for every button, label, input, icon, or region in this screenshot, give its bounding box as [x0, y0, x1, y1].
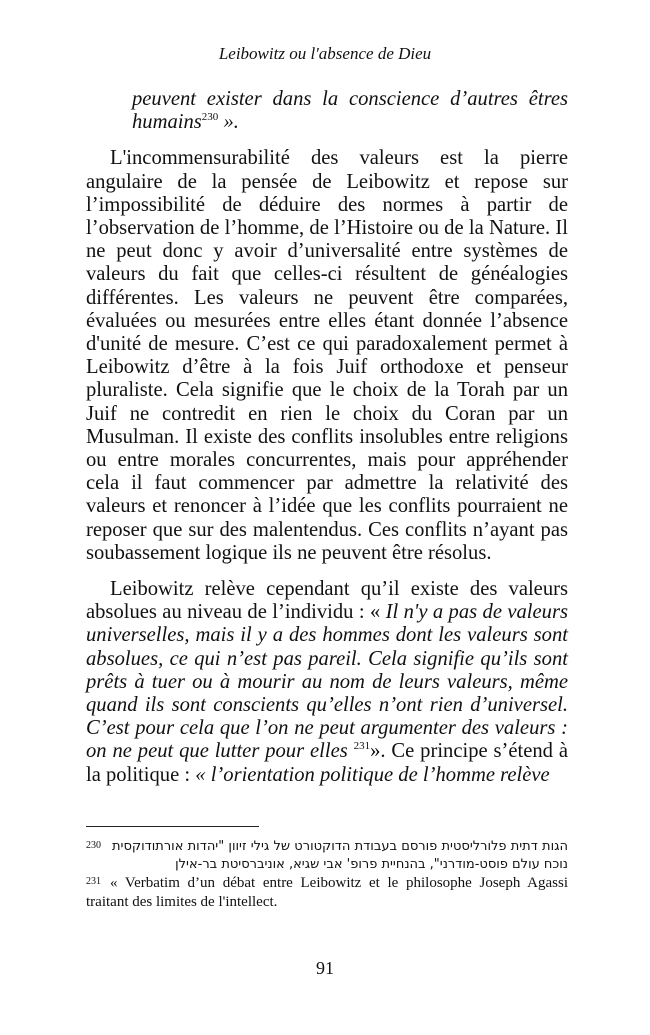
- footnote-number-231: 231: [86, 876, 101, 887]
- paragraph-2-quote-2: « l’orientation politique de l’homme relève: [195, 763, 550, 786]
- running-head: Leibowitz ou l'absence de Dieu: [218, 44, 432, 63]
- quote-continuation-close: ».: [218, 111, 239, 134]
- paragraph-2-after: ». Ce principe s’étend à la politique :: [86, 740, 568, 786]
- quote-continuation-text: peuvent exister dans la conscience d’autres êtres humains: [132, 88, 568, 134]
- footnote-text-230: הגות דתית פלורליסטית פורסם בעבודת הדוקטורט של גילי זיוון "יהדות אורתודוקסית נוכח עולם פוסט-מודרני", בהנחיית פרופ' אבי שגיא, אוניברסיטת בר-אילן: [112, 839, 568, 872]
- body-text: [86, 88, 568, 787]
- paragraph-1: L'incommensurabilité des valeurs est la pierre angulaire de la pensée de Leibowitz et repose sur l’impossibilité de déduire des normes à partir de l’observation de l’homme, de l’Histoire ou de la Nature. Il ne peut donc y avoir d’universalité entre systèmes de valeurs du fait que celles-ci résultent de généalogies différentes. Les valeurs ne peuvent être comparées, évaluées ou mesurées entre elles étant donnée l’absence d'unité de mesure. C’est ce qui paradoxalement permet à Leibowitz d’être à la fois Juif orthodoxe et penseur pluraliste. Cela signifie que le choix de la Torah par un Juif ne contredit en rien le choix du Coran par un Musulman. Il existe des conflits insolubles entre religions ou entre morales concurrentes, mais pour appréhender cela il faut commencer par admettre la relativité des valeurs et renoncer à l’idée que les conflits pourraient ne reposer que sur des malentendus. Ces conflits n’ayant pas soubassement logique ils ne peuvent être résolus.: [86, 147, 568, 564]
- paragraph-2-quote: Il n'y a pas de valeurs universelles, mais il y a des hommes dont les valeurs sont absolues, ce qui n’est pas pareil. Cela signifie qu’ils sont prêts à tuer ou à mourir au nom de leurs valeurs, même quand ils sont conscients qu’elles n’ont rien d’universel. C’est pour cela que l’on ne peut argumenter des valeurs : on ne peut que lutter pour elles: [86, 601, 568, 763]
- footnote-rule: [86, 826, 259, 827]
- quote-continuation: [86, 88, 568, 134]
- footnotes: [86, 838, 568, 911]
- footnote-ref-231[interactable]: 231: [353, 740, 371, 753]
- page-number: 91: [316, 958, 334, 978]
- footnote-230: [86, 838, 568, 874]
- paragraph-2: [86, 578, 568, 787]
- footnote-text-231: « Verbatim d’un débat entre Leibowitz et le philosophe Joseph Agassi traitant des limites de l'intellect.: [86, 875, 568, 910]
- footnote-number-230: 230: [86, 840, 101, 851]
- paragraph-2-intro: Leibowitz relève cependant qu’il existe des valeurs absolues au niveau de l’individu : «: [86, 578, 568, 624]
- footnote-ref-230[interactable]: 230: [201, 111, 219, 124]
- footnote-231: [86, 874, 568, 911]
